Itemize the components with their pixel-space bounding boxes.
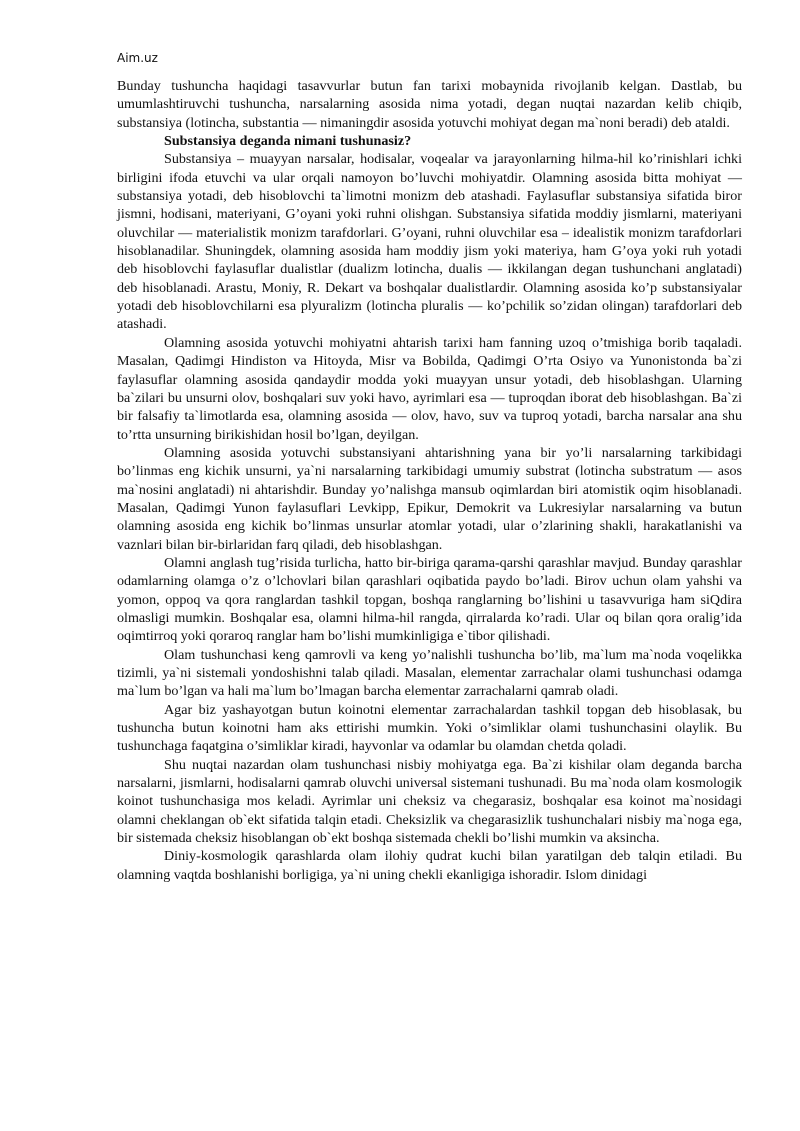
paragraph-perception: Olamni anglash tug’risida turlicha, hatto bir-biriga qarama-qarshi qarashlar mavjud. Bunday qarashlar odamlarning olamga o’z o’lchovlari bilan qarashlari oqibatida paydo bo’ladi. Birov uchun olam yahshi va yomon, oppoq va qora ranglardan tashkil topgan, boshqa ranglarning bo’lishini u tasavvuriga ham siQdira olmasligi mumkin. Boshqalar esa, olamni hilma-hil rangda, qirralarda ko’radi. Ular oq bilan qora oralig’ida oqimtirroq yoki qoraroq ranglar ham bo’lishi mumkinligiga e`tibor qilishadi. — [117, 554, 742, 645]
document-body — [117, 77, 742, 884]
paragraph-atomism: Olamning asosida yotuvchi substansiyani ahtarishning yana bir yo’li narsalarning tarkibidagi bo’linmas eng kichik unsurni, ya`ni narsalarning tarkibidagi umumiy substrat (lotincha substratum — asos ma`nosini anglatadi) ni ahtarishdir. Bunday yo’nalishga mansub oqimlardan biri atomistik oqim hisoblanadi. Masalan, Qadimgi Yunon faylasuflari Levkipp, Epikur, Demokrit va Lukresiylar narsalarning va butun olamning asosida eng kichik bo’linmas unsurlar atomlar yotadi, ular o’zlarining shakli, harakatlanishi va vaznlari bilan bir-birlaridan farq qiladi, deb hisoblashgan. — [117, 444, 742, 553]
paragraph-intro: Bunday tushuncha haqidagi tasavvurlar butun fan tarixi mobaynida rivojlanib kelgan. Dastlab, bu umumlashtiruvchi tushuncha, narsalarning asosida nima yotadi, degan nuqtai nazardan kelib chiqib, substansiya (lotincha, substantia — nimaningdir asosida yotuvchi mohiyat degan ma`noni beradi) deb ataldi. — [117, 78, 742, 131]
paragraph-religious-cosmology: Diniy-kosmologik qarashlarda olam ilohiy qudrat kuchi bilan yaratilgan deb talqin etiladi. Bu olamning vaqtda boshlanishi borligiga, ya`ni uning chekli ekanligiga ishoradir. Islom dinidagi — [117, 848, 742, 883]
paragraph-relativity: Shu nuqtai nazardan olam tushunchasi nisbiy mohiyatga ega. Ba`zi kishilar olam deganda barcha narsalarni, jismlarni, hodisalarni qamrab oluvchi universal sistemani tushunadi. Bu ma`noda olam kosmologik koinot tushunchasiga mos keladi. Ayrimlar uni cheksiz va chegarasiz, boshqalar esa koinot ma`nosidagi olamni cheklangan ob`ekt sifatida talqin etadi. Cheksizlik va chegarasizlik tushunchalari nisbiy ma`noga ega, bir sistemada cheksiz hisoblangan ob`ekt boshqa sistemada chekli bo’lishi mumkin va aksincha. — [117, 756, 742, 847]
paragraph-history: Olamning asosida yotuvchi mohiyatni ahtarish tarixi ham fanning uzoq o’tmishiga borib taqaladi. Masalan, Qadimgi Hindiston va Hitoyda, Misr va Bobilda, Qadimgi O’rta Osiyo va Yunonistonda ba`zi faylasuflar olamning asosida qandaydir modda yoki muayyan unsur yotadi, deb hisoblashgan. Ularning ba`zilari bu unsurni olov, boshqalari suv yoki havo, ayrimlari esa — tuproqdan iborat deb hisoblashgan. Ba`zi bir falsafiy ta`limotlarda esa, olamning asosida — olov, havo, suv va tuproq yotadi, barcha narsalar ana shu to’rtta unsurning birikishidan hosil bo’lgan, deyilgan. — [117, 334, 742, 443]
paragraph-substance-definition: Substansiya – muayyan narsalar, hodisalar, voqealar va jarayonlarning hilma-hil ko’rinishlari ichki birligini ifoda etuvchi va ular orqali namoyon bo’luvchi mohiyatdir. Olamning asosida bitta mohiyat — substansiya yotadi, deb hisoblovchi ta`limotni monizm deb atashadi. Faylasuflar substansiya sifatida biror jismni, hodisani, materiyani, G’oyani yoki ruhni olishgan. Substansiya sifatida moddiy jismlarni, materiyani oluvchilar — materialistik monizm tarafdorlari. G’oyani, ruhni oluvchilar esa – idealistik monizm tarafdorlari hisoblanadilar. Shuningdek, olamning asosida ham moddiy jism yoki materiya, ham G’oya yoki ruh yotadi deb hisoblovchi faylasuflar dualistlar (dualizm lotincha, dualis — ikkilangan degan tushunchani anglatadi) deb hisoblanadi. Arastu, Moniy, R. Dekart va boshqalar dualistlardir. Olamning asosida ko’p substansiyalar yotadi deb hisoblovchilarni esa plyuralizm (lotincha pluralis — ko’pchilik so’zidan olingan) tarafdorlari deb atashadi. — [117, 151, 742, 333]
section-heading: Substansiya deganda nimani tushunasiz? — [164, 133, 412, 150]
paragraph-universe: Agar biz yashayotgan butun koinotni elementar zarrachalardan tashkil topgan deb hisoblasak, bu tushuncha butun koinotni ham aks ettirishi mumkin. Yoki o’simliklar olami tushunchasini olaylik. Bu tushunchaga faqatgina o’simliklar kiradi, hayvonlar va odamlar bu olamdan chetda qoladi. — [117, 701, 742, 755]
site-name: Aim.uz — [117, 51, 158, 65]
paragraph-world-concept: Olam tushunchasi keng qamrovli va keng yo’nalishli tushuncha bo’lib, ma`lum ma`noda voqelikka tizimli, ya`ni sistemali yondoshishni talab qiladi. Masalan, elementar zarrachalar olami tushunchasi odamga ma`lum bo’lgan va hali ma`lum bo’lmagan barcha elementar zarrachalarni qamrab oladi. — [117, 646, 742, 700]
